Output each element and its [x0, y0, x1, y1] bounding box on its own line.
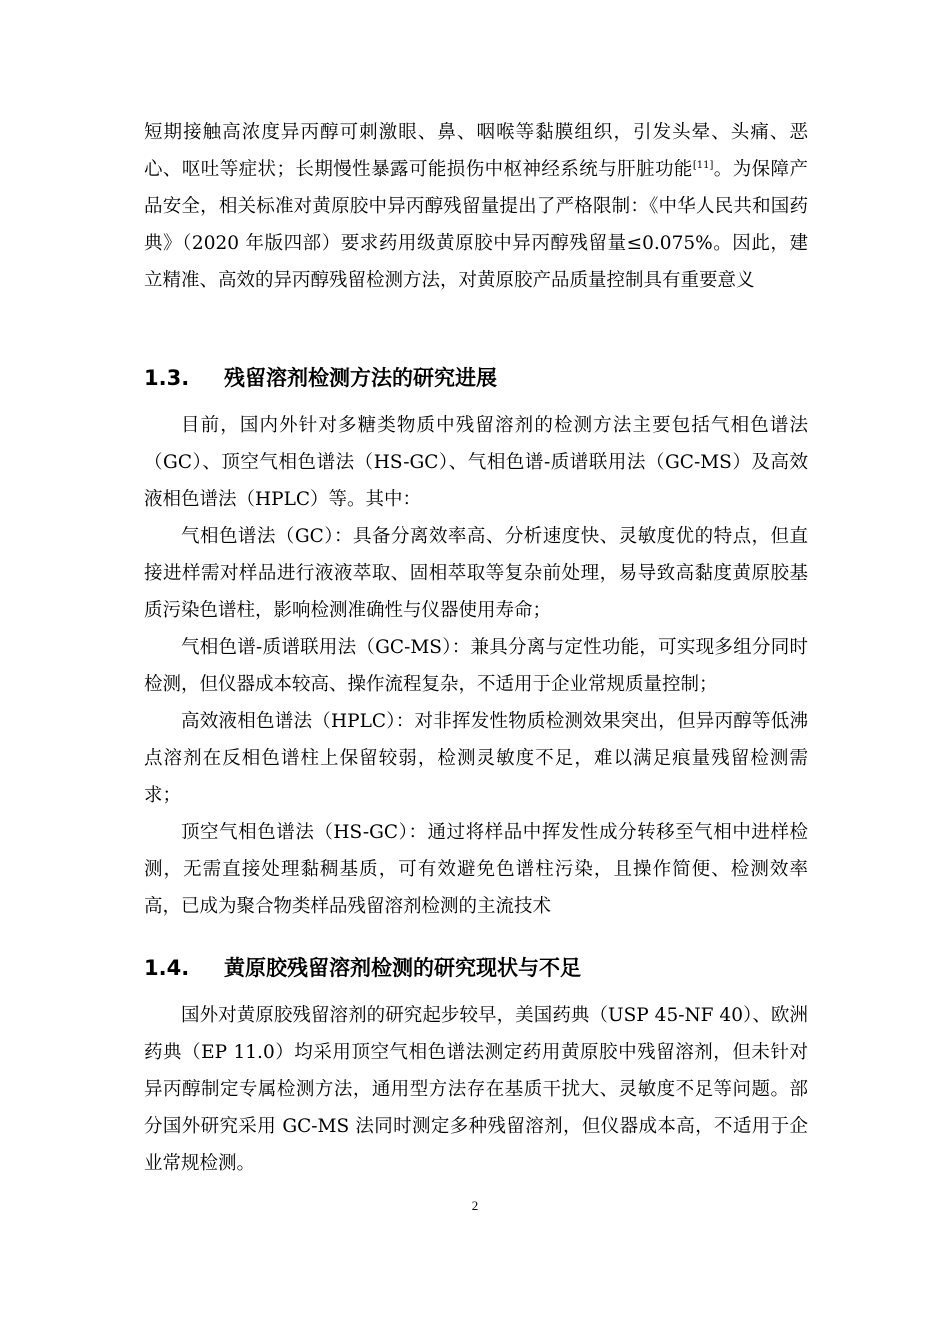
body-paragraph: 气相色谱法（GC）：具备分离效率高、分析速度快、灵敏度优的特点，但直接进样需对样品进行液液萃取、固相萃取等复杂前处理，易导致高黏度黄原胶基质污染色谱柱，影响检测准确性与仪器使用寿命； [144, 526, 808, 621]
citation-ref: [11] [692, 160, 714, 171]
section-number: 1.3. [144, 366, 190, 390]
section-number: 1.4. [144, 956, 190, 980]
page-number: 2 [471, 1198, 479, 1213]
body-paragraph: 气相色谱-质谱联用法（GC-MS）：兼具分离与定性功能，可实现多组分同时检测，但仪器成本较高、操作流程复杂，不适用于企业常规质量控制； [144, 637, 808, 695]
body-paragraph: 高效液相色谱法（HPLC）：对非挥发性物质检测效果突出，但异丙醇等低沸点溶剂在反相色谱柱上保留较弱，检测灵敏度不足，难以满足痕量残留检测需求； [144, 711, 808, 806]
section-title: 黄原胶残留溶剂检测的研究现状与不足 [224, 956, 581, 980]
intro-text: 短期接触高浓度异丙醇可刺激眼、鼻、咽喉等黏膜组织，引发头晕、头痛、恶心、呕吐等症状；长期慢性暴露可能损伤中枢神经系统与肝脏功能 [144, 122, 808, 180]
body-paragraph: 顶空气相色谱法（HS-GC）：通过将样品中挥发性成分转移至气相中进样检测，无需直接处理黏稠基质，可有效避免色谱柱污染，且操作简便、检测效率高，已成为聚合物类样品残留溶剂检测的主流技术 [144, 822, 808, 917]
body-paragraph: 国外对黄原胶残留溶剂的研究起步较早，美国药典（USP 45-NF 40）、欧洲药典（EP 11.0）均采用顶空气相色谱法测定药用黄原胶中残留溶剂，但未针对异丙醇制定专属检测方法，通用型方法存在基质干扰大、灵敏度不足等问题。部分国外研究采用 GC-MS 法同时测定多种残留溶剂，但仪器成本高，不适用于企业常规检测。 [144, 1005, 808, 1174]
section-heading-1-4 [144, 953, 808, 983]
body-paragraph: 目前，国内外针对多糖类物质中残留溶剂的检测方法主要包括气相色谱法（GC）、顶空气相色谱法（HS-GC）、气相色谱-质谱联用法（GC-MS）及高效液相色谱法（HPLC）等。其中： [144, 415, 808, 510]
section-title: 残留溶剂检测方法的研究进展 [224, 366, 497, 390]
intro-text-continued: 。为保障产品安全，相关标准对黄原胶中异丙醇残留量提出了严格限制：《中华人民共和国药典》（2020 年版四部）要求药用级黄原胶中异丙醇残留量≤0.075%。因此，建立精准、高效的异丙醇残留检测方法，对黄原胶产品质量控制具有重要意义 [144, 159, 808, 291]
intro-paragraph [144, 114, 808, 299]
section-heading-1-3 [144, 363, 808, 393]
